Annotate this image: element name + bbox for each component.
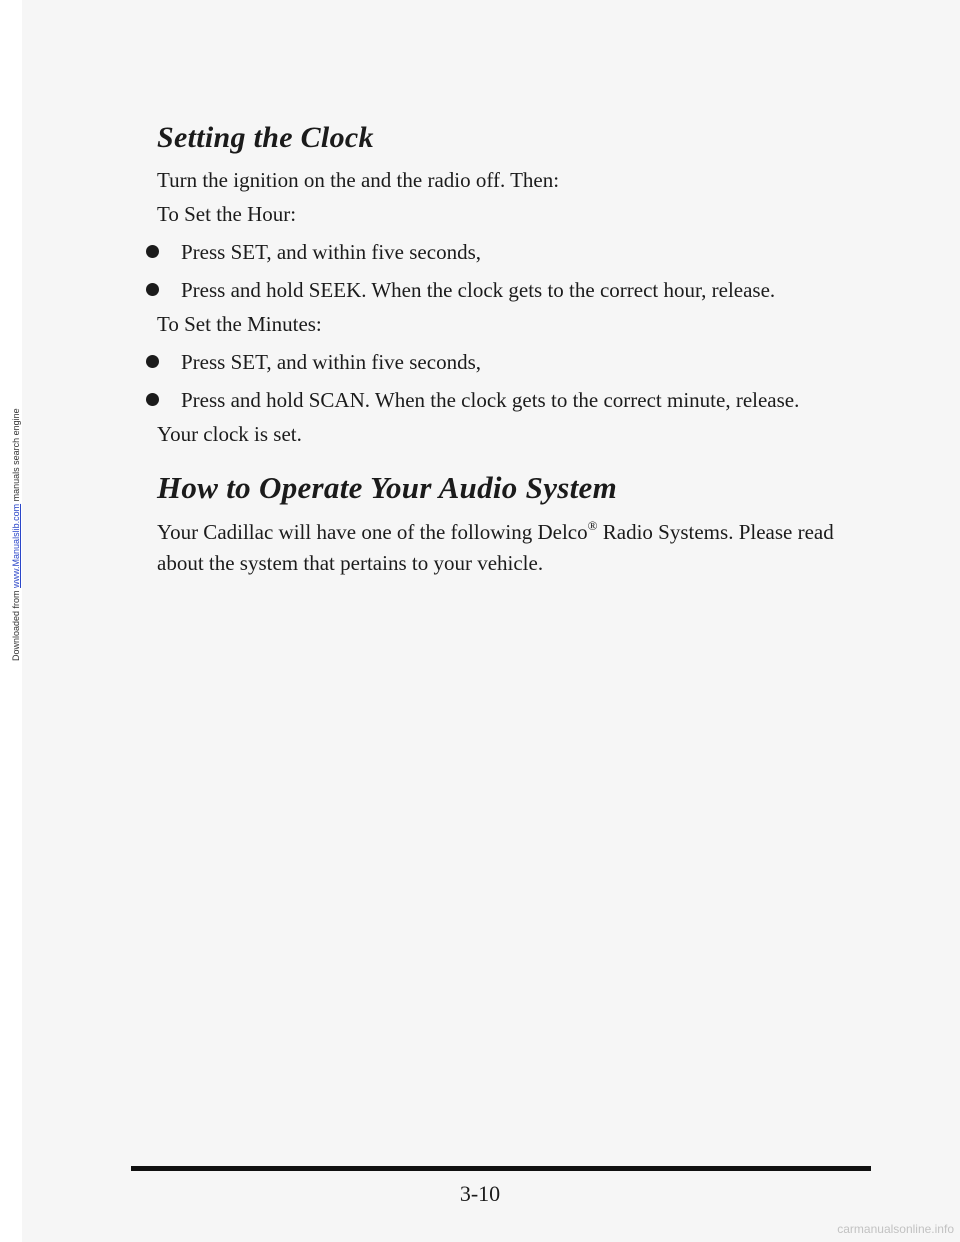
audio-intro (157, 518, 857, 577)
step-text: Press and hold SEEK. When the clock gets to the correct hour, release. (181, 278, 776, 302)
bullet-icon (146, 245, 159, 258)
bullet-icon (146, 355, 159, 368)
audio-system-heading: How to Operate Your Audio System (157, 470, 618, 505)
download-prefix: Downloaded from (11, 587, 21, 661)
download-suffix: manuals search engine (11, 408, 21, 504)
list-item (157, 386, 857, 414)
set-hour-heading: To Set the Hour: (157, 202, 297, 226)
setting-clock-heading: Setting the Clock (157, 121, 374, 154)
footer-rule (131, 1166, 871, 1171)
page-number: 3-10 (459, 1181, 501, 1206)
step-text: Press and hold SCAN. When the clock gets to the correct minute, release. (181, 388, 800, 412)
hour-steps-list (157, 238, 857, 304)
list-item (157, 276, 857, 304)
clock-intro: Turn the ignition on the and the radio off. Then: (157, 168, 560, 192)
bullet-icon (146, 283, 159, 296)
step-text: Press SET, and within five seconds, (181, 350, 481, 374)
step-text: Press SET, and within five seconds, (181, 240, 481, 264)
watermark-text: carmanualsonline.info (837, 1222, 954, 1236)
audio-text-start: Your Cadillac will have one of the following Delco (157, 520, 588, 544)
bullet-icon (146, 393, 159, 406)
download-note (7, 408, 25, 661)
set-minutes-heading: To Set the Minutes: (157, 312, 322, 336)
minutes-steps-list (157, 348, 857, 414)
clock-set-text: Your clock is set. (157, 422, 302, 446)
page-content (157, 118, 857, 577)
audio-text-end: Radio Systems. Please read about the system that pertains to your vehicle. (157, 520, 834, 575)
list-item (157, 238, 857, 266)
manualslib-link[interactable]: www.Manualslib.com (11, 503, 21, 588)
list-item (157, 348, 857, 376)
registered-mark: ® (587, 518, 598, 533)
manual-page (22, 0, 960, 1242)
